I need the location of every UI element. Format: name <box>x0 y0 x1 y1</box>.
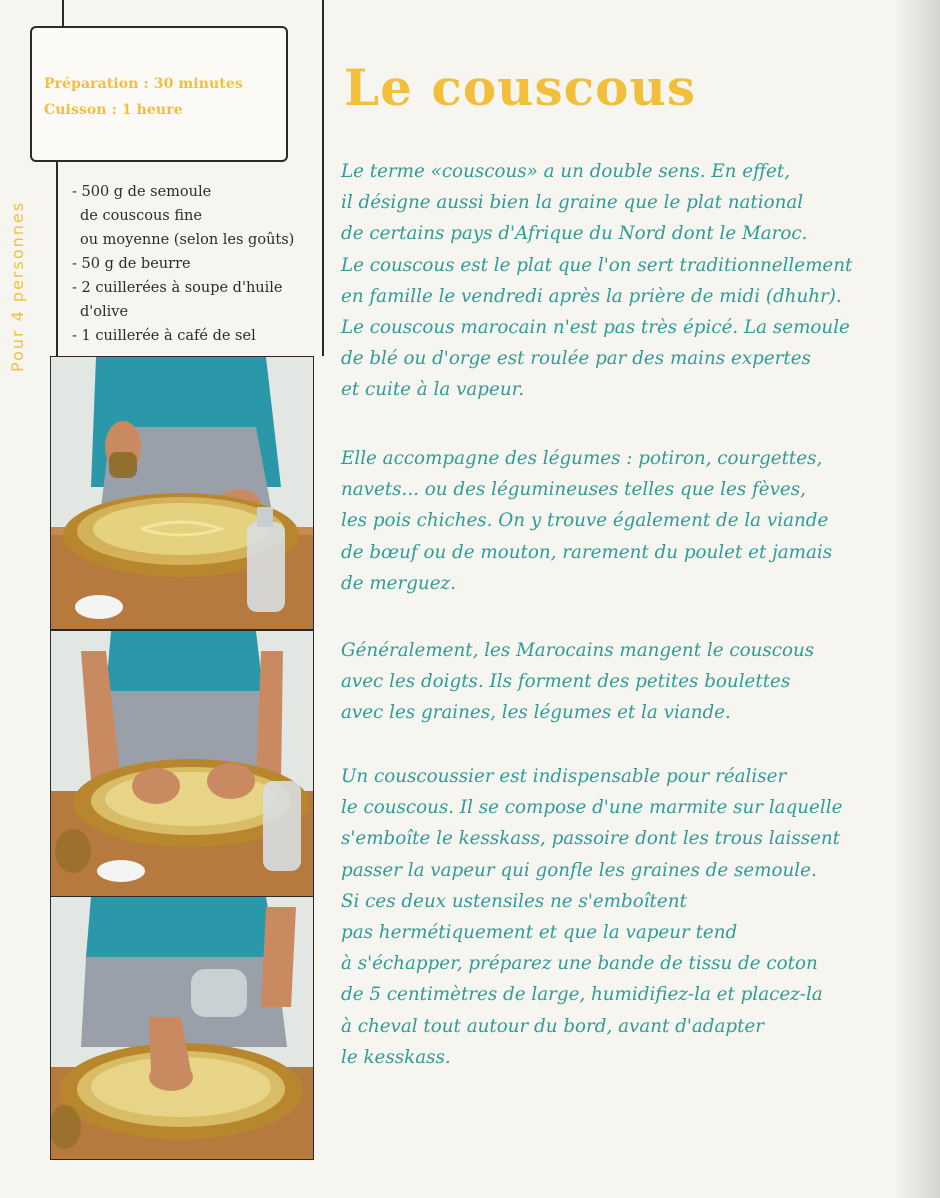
ingredient-line: - 1 cuillerée à café de sel <box>72 328 256 344</box>
text-line: avec les doigts. Ils forment des petites boulettes <box>341 671 791 693</box>
ingredients-list <box>72 180 308 348</box>
paragraph-couscoussier <box>341 761 921 1073</box>
paragraph-accompaniments <box>341 443 921 599</box>
ingredient-line: - 2 cuillerées à soupe d'huile <box>72 280 283 296</box>
text-line: passer la vapeur qui gonfle les graines de semoule. <box>341 859 817 881</box>
paragraph-intro <box>341 156 921 406</box>
text-line: de bœuf ou de mouton, rarement du poulet et jamais <box>341 541 833 563</box>
ingredient-line: - 500 g de semoule <box>72 184 212 200</box>
frame-line-right <box>322 0 324 356</box>
photo-step-mixing <box>50 630 314 898</box>
photo-step-water <box>50 896 314 1160</box>
photo-step-oil <box>50 356 314 630</box>
text-line: Si ces deux ustensiles ne s'emboîtent <box>341 890 687 912</box>
text-line: de merguez. <box>341 572 456 594</box>
text-line: Elle accompagne des légumes : potiron, courgettes, <box>341 448 823 469</box>
text-line: en famille le vendredi après la prière de midi (dhuhr). <box>341 285 842 307</box>
text-line: Généralement, les Marocains mangent le couscous <box>341 640 815 661</box>
text-line: Le couscous marocain n'est pas très épicé. La semoule <box>341 317 850 339</box>
ingredient-line: de couscous fine <box>80 208 202 224</box>
text-line: Le terme «couscous» a un double sens. En effet, <box>341 161 791 182</box>
text-line: avec les graines, les légumes et la viande. <box>341 702 731 724</box>
text-line: le kesskass. <box>341 1046 451 1068</box>
frame-line-top-left <box>62 0 64 27</box>
text-line: de 5 centimètres de large, humidifiez-la et placez-la <box>341 984 823 1006</box>
text-line: à s'échapper, préparez une bande de tissu de coton <box>341 953 818 975</box>
text-line: et cuite à la vapeur. <box>341 379 525 401</box>
servings-label: Pour 4 personnes <box>8 200 27 372</box>
ingredient-line: - 50 g de beurre <box>72 256 191 272</box>
paragraph-eating <box>341 635 921 729</box>
time-info-box <box>30 26 288 162</box>
cooking-time: Cuisson : 1 heure <box>44 102 183 118</box>
text-line: Un couscoussier est indispensable pour réaliser <box>341 766 787 787</box>
ingredient-line: d'olive <box>80 304 129 320</box>
text-line: Le couscous est le plat que l'on sert traditionnellement <box>341 254 853 276</box>
text-line: le couscous. Il se compose d'une marmite sur laquelle <box>341 797 843 819</box>
page-title: Le couscous <box>344 58 696 117</box>
text-line: pas hermétiquement et que la vapeur tend <box>341 922 738 944</box>
text-line: navets... ou des légumineuses telles que les fèves, <box>341 479 806 501</box>
text-line: de certains pays d'Afrique du Nord dont le Maroc. <box>341 223 808 245</box>
text-line: s'emboîte le kesskass, passoire dont les trous laissent <box>341 828 841 850</box>
text-line: les pois chiches. On y trouve également de la viande <box>341 510 829 532</box>
text-line: à cheval tout autour du bord, avant d'adapter <box>341 1015 765 1037</box>
text-line: de blé ou d'orge est roulée par des mains expertes <box>341 348 811 370</box>
ingredient-line: ou moyenne (selon les goûts) <box>80 232 295 248</box>
text-line: il désigne aussi bien la graine que le plat national <box>341 192 804 214</box>
preparation-time: Préparation : 30 minutes <box>44 76 243 92</box>
frame-line-left-ingredients <box>56 158 58 358</box>
